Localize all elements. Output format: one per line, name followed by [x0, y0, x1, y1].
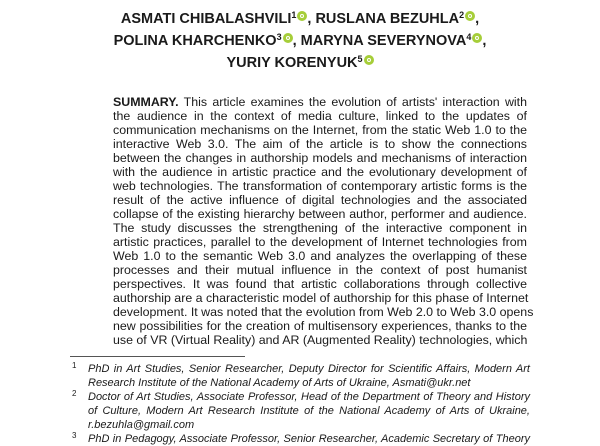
author-name: ASMATI CHIBALASHVILI: [120, 11, 292, 27]
author-line: POLINA KHARCHENKO$^3$ , MARYNA SEVERYNOVA$^4$ ,: [113, 32, 487, 49]
summary-line: [113, 333, 527, 347]
summary-label: SUMMARY.: [113, 95, 179, 109]
summary-line: [113, 193, 527, 207]
author-line: ASMATI CHIBALASHVILI$^1$ , RUSLANA BEZUHLA$^2$ ,: [120, 10, 480, 27]
author-name: POLINA KHARCHENKO: [113, 33, 277, 49]
summary-line-text: The study discusses the strengthening of the interactive component in: [113, 221, 527, 235]
summary-line: [113, 291, 527, 305]
author-name: MARYNA SEVERYNOVA: [300, 33, 467, 49]
summary-line-text: authorship are a characteristic model of authorship for this phase of Internet: [113, 291, 529, 305]
summary-line: [113, 221, 527, 235]
summary-line: [113, 137, 527, 151]
summary-line: [113, 165, 527, 179]
summary-line-text: web technologies. The transformation of contemporary artistic forms is the: [113, 179, 527, 193]
footnote-line: Doctor of Art Studies, Associate Professor, Head of the Department of Theory and History: [88, 391, 530, 403]
footnote: [70, 362, 530, 390]
footnote: [70, 390, 530, 432]
footnote-line: Research Institute of the National Academy of Arts of Ukraine, Asmati@ukr.net: [88, 377, 471, 389]
footnote-divider: [70, 356, 245, 357]
summary-line: [113, 249, 527, 263]
author-affiliation-number: 2: [459, 10, 465, 20]
summary-line: [113, 235, 527, 249]
summary-line: [113, 109, 527, 123]
author-name: RUSLANA BEZUHLA: [315, 11, 460, 27]
footnote-number: 3: [72, 431, 77, 440]
footnotes: [70, 362, 530, 446]
summary-line: [113, 123, 527, 137]
orcid-icon[interactable]: [364, 55, 374, 65]
author-affiliation-number: 4: [466, 32, 472, 42]
summary-line-text: interactive Web 3.0. The aim of the article is to show the connections: [113, 137, 527, 151]
footnote: [70, 432, 530, 446]
summary-line-text: between the changes in authorship models and mechanisms of interaction: [113, 151, 527, 165]
orcid-icon[interactable]: [297, 11, 307, 21]
summary-line-text: processes and their mutual influence in the context of post humanist: [113, 263, 527, 277]
summary-line-text: Web 1.0 to the semantic Web 3.0 and analyzes the overlapping of these: [113, 249, 527, 263]
summary-line-text: with the audience in artistic practice and the evolutionary development of: [113, 165, 527, 179]
summary-line-text: perspectives. It was found that artistic collaborations through collective: [113, 277, 527, 291]
summary-line-text: development. It was noted that the evolution from Web 2.0 to Web 3.0 opens: [113, 305, 534, 319]
author-name: YURIY KORENYUK: [226, 55, 358, 71]
summary-line-text: new possibilities for the creation of multisensory experiences, thanks to the: [113, 319, 527, 333]
summary-line-text: use of VR (Virtual Reality) and AR (Augmented Reality) technologies, which: [113, 333, 528, 347]
summary-line: [113, 263, 527, 277]
author-line: [0, 52, 600, 74]
summary-line-text: result of the active influence of digital technologies and the associated: [113, 193, 527, 207]
orcid-icon[interactable]: [472, 33, 482, 43]
footnote-number: 2: [72, 389, 77, 398]
summary-line-text: This article examines the evolution of artists' interaction with: [178, 95, 527, 109]
orcid-icon[interactable]: [465, 11, 475, 21]
summary-line: [113, 179, 527, 193]
summary-line: [113, 95, 527, 109]
summary-line-text: the audience in the context of media culture, linked to the updates of: [113, 109, 527, 123]
footnote-line: of Culture, Modern Art Research Institute of the National Academy of Arts of Ukraine,: [88, 405, 530, 417]
summary-line: [113, 305, 534, 319]
footnote-line: PhD in Pedagogy, Associate Professor, Senior Researcher, Academic Secretary of Theory: [88, 433, 530, 445]
summary-line: [113, 319, 527, 333]
summary-line-text: collapse of the existing hierarchy between author, performer and audience.: [113, 207, 527, 221]
summary-line: [113, 277, 527, 291]
summary-line-text: artistic practices, parallel to the development of Internet technologies from: [113, 235, 527, 249]
summary-line-text: communication mechanisms on the Internet, from the static Web 1.0 to the: [113, 123, 527, 137]
summary-line: [113, 207, 527, 221]
footnote-number: 1: [72, 361, 77, 370]
orcid-icon[interactable]: [283, 33, 293, 43]
author-affiliation-number: 5: [357, 54, 363, 64]
author-affiliation-number: 3: [276, 32, 282, 42]
author-affiliation-number: 1: [291, 10, 297, 20]
summary-abstract: [113, 95, 534, 347]
summary-line: [113, 151, 527, 165]
author-list: [0, 8, 600, 74]
footnote-line: PhD in Art Studies, Senior Researcher, Deputy Director for Scientific Affairs, Modern Art: [88, 363, 530, 375]
footnote-line: r.bezuhla@gmail.com: [88, 419, 195, 431]
